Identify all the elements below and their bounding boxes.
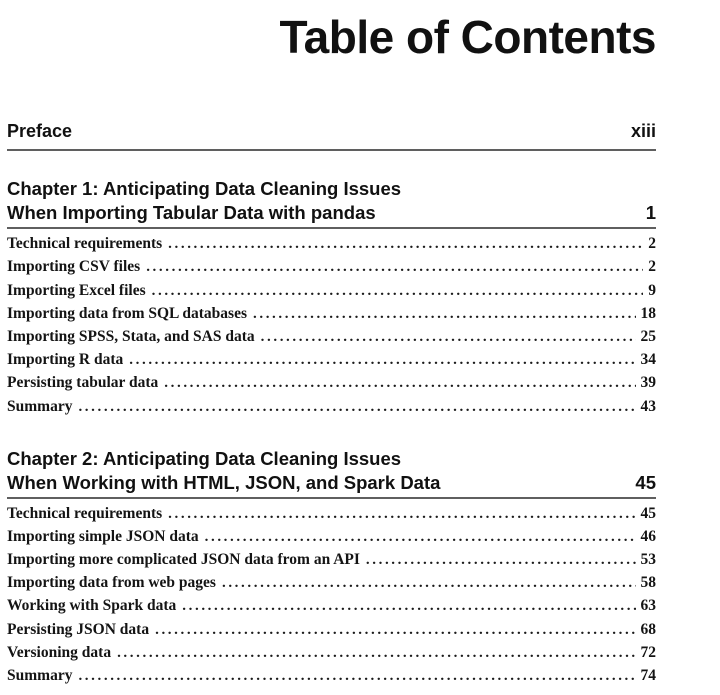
toc-entry-label: Importing Excel files (7, 281, 146, 299)
toc-entry-label: Importing data from web pages (7, 574, 216, 592)
toc-entry-label: Persisting tabular data (7, 374, 159, 392)
toc-entry-page: 34 (640, 351, 656, 369)
dot-leader (182, 597, 635, 615)
dot-leader (164, 374, 635, 392)
toc-entry-page: 18 (640, 304, 656, 322)
toc-entry-page: 58 (640, 574, 656, 592)
toc-entry (7, 528, 656, 551)
toc-entry-page: 45 (640, 504, 656, 522)
dot-leader (261, 328, 636, 346)
toc-entry-page: 68 (640, 620, 656, 638)
toc-entry (7, 374, 656, 397)
toc-entry (7, 574, 656, 597)
toc-entry (7, 644, 656, 667)
dot-leader (78, 398, 635, 416)
toc-entry (7, 258, 656, 281)
dot-leader (152, 282, 644, 300)
toc-entry-label: Importing data from SQL databases (7, 304, 247, 322)
toc-page (0, 12, 720, 695)
chapter-1-heading (7, 177, 656, 229)
toc-entry-label: Summary (7, 667, 73, 684)
dot-leader (155, 621, 635, 639)
preface-label: Preface (7, 120, 73, 141)
toc-entry (7, 282, 656, 305)
toc-entry-label: Importing more complicated JSON data from an API (7, 551, 360, 569)
toc-entry (7, 398, 656, 421)
preface-row (7, 121, 656, 152)
dot-leader (146, 258, 643, 276)
toc-entry (7, 505, 656, 528)
chapter-2-entries (7, 505, 656, 691)
toc-entry-page: 74 (640, 667, 656, 684)
chapter-1-heading-line1: Chapter 1: Anticipating Data Cleaning Issues (7, 178, 402, 200)
toc-entry-page: 63 (640, 597, 656, 615)
dot-leader (222, 574, 636, 592)
page-title: Table of Contents (279, 11, 656, 63)
toc-entry-page: 39 (640, 374, 656, 392)
dot-leader (129, 351, 635, 369)
toc-entry-page: 2 (648, 258, 656, 276)
toc-entry (7, 235, 656, 258)
dot-leader (205, 528, 636, 546)
toc-entry-label: Importing R data (7, 351, 124, 369)
toc-entry-page: 9 (648, 281, 656, 299)
toc-entry-label: Summary (7, 397, 73, 415)
toc-entry-page: 2 (648, 235, 656, 253)
chapter-1-page-number: 1 (645, 202, 656, 224)
toc-entry-label: Persisting JSON data (7, 620, 150, 638)
preface-page-number: xiii (630, 120, 656, 141)
dot-leader (168, 505, 635, 523)
chapter-1-heading-line2: When Importing Tabular Data with pandas (7, 202, 376, 224)
toc-entry (7, 305, 656, 328)
toc-entry-label: Importing SPSS, Stata, and SAS data (7, 327, 255, 345)
toc-entry-page: 46 (640, 527, 656, 545)
toc-entry-label: Versioning data (7, 643, 112, 661)
toc-entry-page: 72 (640, 643, 656, 661)
toc-entry-page: 53 (640, 551, 656, 569)
toc-entry-label: Technical requirements (7, 504, 163, 522)
chapter-1-section (7, 177, 656, 421)
toc-entry (7, 621, 656, 644)
toc-entry (7, 551, 656, 574)
chapter-2-page-number: 45 (635, 471, 656, 493)
chapter-2-heading-line1: Chapter 2: Anticipating Data Cleaning Issues (7, 447, 402, 469)
toc-entry-page: 25 (640, 327, 656, 345)
chapter-1-heading-line2-row (7, 201, 656, 225)
chapter-2-heading-line2: When Working with HTML, JSON, and Spark Data (7, 471, 441, 493)
toc-entry-label: Working with Spark data (7, 597, 177, 615)
toc-entry-page: 43 (640, 397, 656, 415)
dot-leader (168, 235, 643, 253)
toc-entry-label: Importing simple JSON data (7, 527, 199, 545)
dot-leader (253, 305, 636, 323)
chapter-1-entries (7, 235, 656, 421)
chapter-2-section (7, 447, 656, 691)
toc-entry-label: Technical requirements (7, 235, 163, 253)
chapter-2-heading-line2-row (7, 471, 656, 495)
toc-entry-label: Importing CSV files (7, 258, 141, 276)
chapter-2-heading (7, 447, 656, 499)
dot-leader (78, 667, 635, 685)
dot-leader (117, 644, 635, 662)
toc-entry (7, 597, 656, 620)
toc-entry (7, 351, 656, 374)
dot-leader (366, 551, 636, 569)
toc-entry (7, 667, 656, 690)
toc-entry (7, 328, 656, 351)
